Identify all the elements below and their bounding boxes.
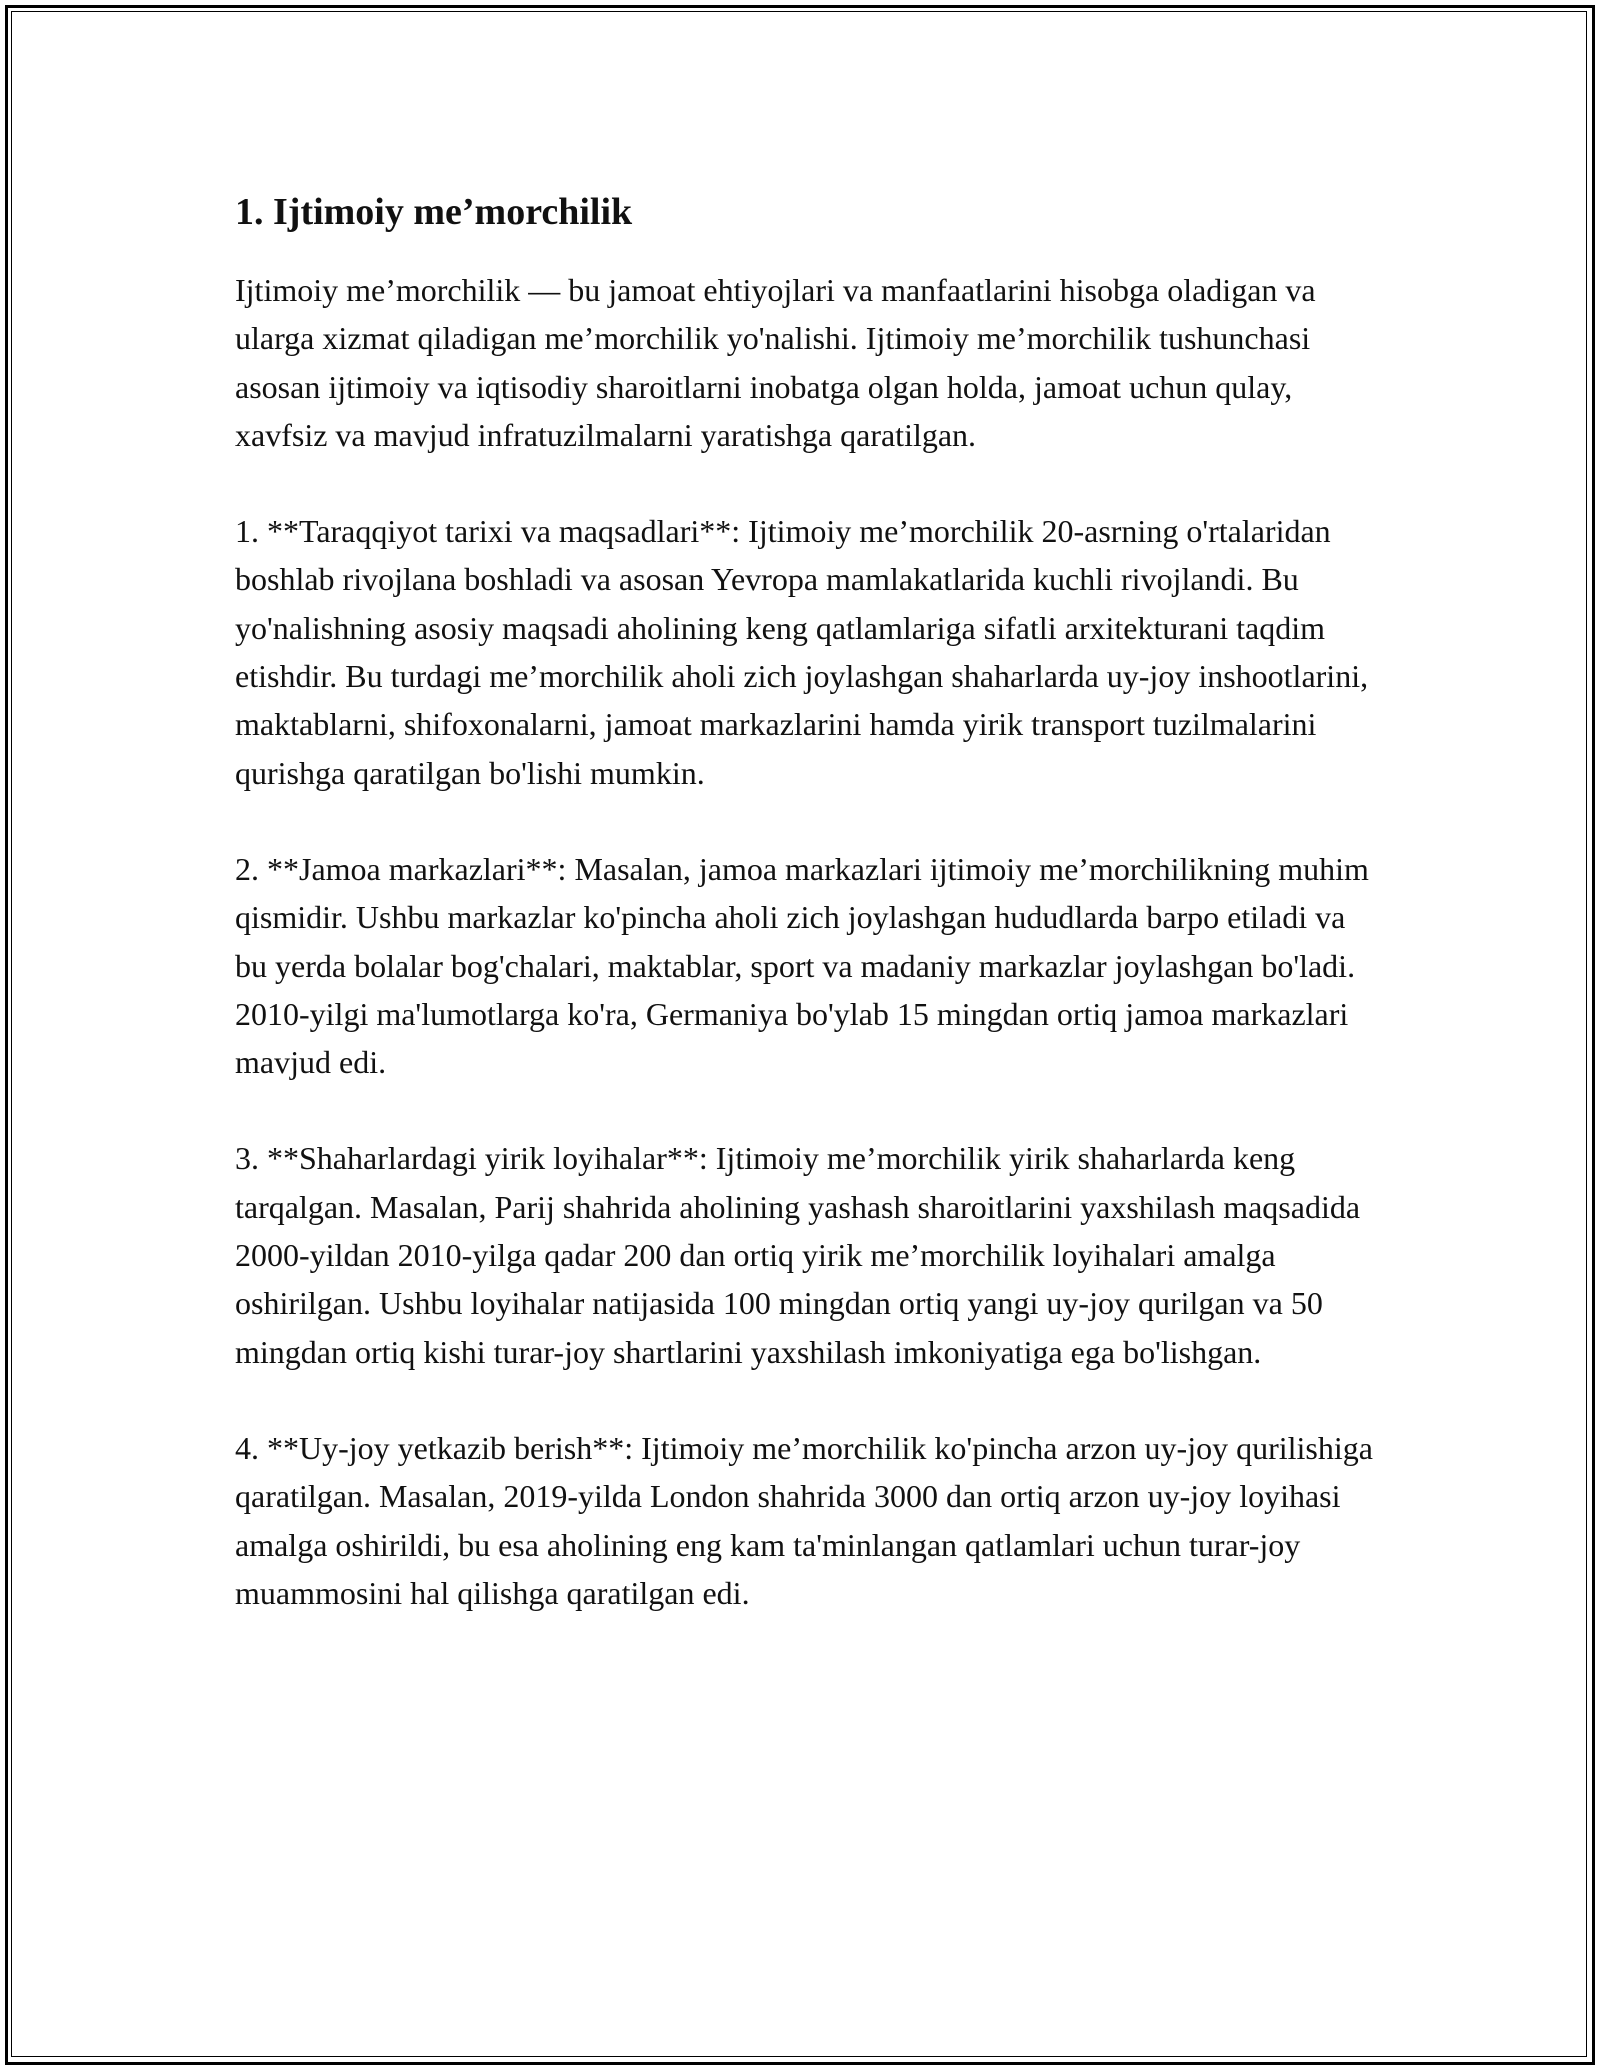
- paragraph-history-goals: 1. **Taraqqiyot tarixi va maqsadlari**: Ijtimoiy me’morchilik 20-asrning o'rtalaridan boshlab rivojlana boshladi va asosan Yevropa mamlakatlarida kuchli rivojlandi. Bu yo'nalishning asosiy maqsadi aholining keng qatlamlariga sifatli arxitekturani taqdim etishdir. Bu turdagi me’morchilik aholi zich joylashgan shaharlarda uy-joy inshootlarini, maktablarni, shifoxonalarni, jamoat markazlarini hamda yirik transport tuzilmalarini qurishga qaratilgan bo'lishi mumkin.: [235, 513, 1369, 791]
- section-heading: 1. Ijtimoiy me’morchilik: [235, 191, 633, 233]
- paragraph-housing-supply: 4. **Uy-joy yetkazib berish**: Ijtimoiy me’morchilik ko'pincha arzon uy-joy qurilishiga qaratilgan. Masalan, 2019-yilda London shahrida 3000 dan ortiq arzon uy-joy loyihasi amalga oshirildi, bu esa aholining eng kam ta'minlangan qatlamlari uchun turar-joy muammosini hal qilishga qaratilgan edi.: [235, 1429, 1373, 1611]
- paragraph-community-centers: 2. **Jamoa markazlari**: Masalan, jamoa markazlari ijtimoiy me’morchilikning muhim qismidir. Ushbu markazlar ko'pincha aholi zich joylashgan hududlarda barpo etiladi va bu yerda bolalar bog'chalari, maktablar, sport va madaniy markazlar joylashgan bo'ladi. 2010-yilgi ma'lumotlarga ko'ra, Germaniya bo'ylab 15 mingdan ortiq jamoa markazlari mavjud edi.: [235, 850, 1369, 1081]
- paragraph-city-projects: 3. **Shaharlardagi yirik loyihalar**: Ijtimoiy me’morchilik yirik shaharlarda keng tarqalgan. Masalan, Parij shahrida aholining yashash sharoitlarini yaxshilash maqsadida 2000-yildan 2010-yilga qadar 200 dan ortiq yirik me’morchilik loyihalari amalga oshirilgan. Ushbu loyihalar natijasida 100 mingdan ortiq yangi uy-joy qurilgan va 50 mingdan ortiq kishi turar-joy shartlarini yaxshilash imkoniyatiga ega bo'lishgan.: [235, 1140, 1361, 1370]
- document-body: [235, 186, 1375, 1665]
- intro-paragraph: Ijtimoiy me’morchilik — bu jamoat ehtiyojlari va manfaatlarini hisobga oladigan va ularga xizmat qiladigan me’morchilik yo'nalishi. Ijtimoiy me’morchilik tushunchasi asosan ijtimoiy va iqtisodiy sharoitlarni inobatga olgan holda, jamoat uchun qulay, xavfsiz va mavjud infratuzilmalarni yaratishga qaratilgan.: [235, 272, 1316, 453]
